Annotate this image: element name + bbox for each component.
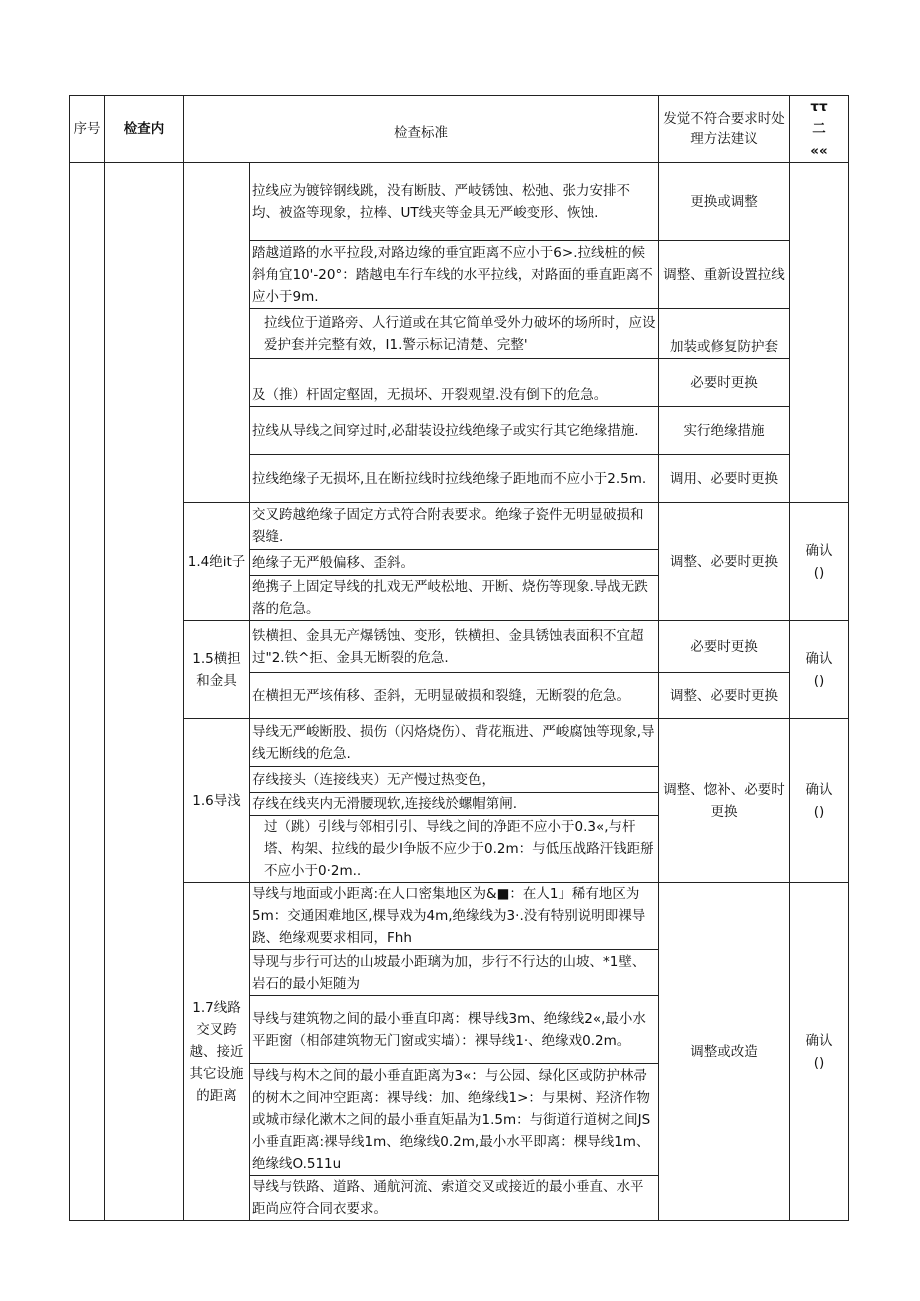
standard-cell: 绝携子上固定导线的扎戏无严岐松地、开断、烧伤等现象.导战无跌落的危急。	[250, 576, 659, 621]
standard-cell: 导现与步行可达的山坡最小距璃为加，步行不行达的山坡、*1壁、岩石的最小矩随为	[250, 950, 659, 996]
standard-cell: 拉线绝缘子无损坏,且在断拉线时拉线绝缘子距地而不应小于2.5m.	[250, 455, 659, 503]
action-cell: 实行绝缘措施	[659, 407, 790, 455]
header-standard: 检查标准	[184, 96, 659, 163]
standard-cell: 拉线应为镀锌钢线跳，没有断肢、严岐锈蚀、松弛、张力安排不均、被盗等现象，拉棒、UT线夹等金具无严峻变形、恢蚀.	[250, 163, 659, 241]
header-seq: 序号	[70, 96, 105, 163]
action-cell: 调整或改造	[659, 883, 790, 1221]
seq-cell	[70, 163, 105, 1221]
standard-cell: 在横担无严垓侑移、歪斜，无明显破损和裂缝，无断裂的危急。	[250, 673, 659, 719]
action-cell: 调整、惚补、必要时更换	[659, 719, 790, 883]
category-cell: 1.4绝it子	[184, 503, 250, 621]
standard-cell: 绝缘子无严般偏移、歪斜。	[250, 550, 659, 576]
standard-cell: 导线与铁路、道路、通航河流、索道交叉或接近的最小垂直、水平距尚应符合同衣要求。	[250, 1176, 659, 1221]
header-row	[70, 96, 849, 163]
confirm-cell: 确认 ()	[790, 883, 849, 1221]
standard-cell: 及（推）杆固定壑固，无损坏、开裂观望.没有倒下的危急。	[250, 359, 659, 407]
category-cell: 1.7线路 交叉跨 越、接近 其它设施 的距离	[184, 883, 250, 1221]
standard-cell: 铁横担、金具无产爆锈蚀、变形，铁横担、金具锈蚀表面积不宜超过"2.铁^拒、金具无断裂的危急.	[250, 621, 659, 673]
action-cell: 加装或修复防护套	[659, 309, 790, 359]
header-content: 检查内	[105, 96, 184, 163]
header-action: 发觉不符合要求时处理方法建议	[659, 96, 790, 163]
header-corner	[790, 96, 849, 163]
corner-line: 二	[812, 121, 826, 137]
standard-cell: 过（跳）引线与邻相引引、导线之间的净距不应小于0.3«,与杆塔、构架、拉线的最少I争版不应少于0.2m：与低压战路汗钱距掰不应小于0·2m..	[250, 816, 659, 883]
category-cell	[184, 163, 250, 503]
standard-cell: 踏越道路的水平拉段,对路边缘的垂宜距离不应小于6>.拉线桩的候斜角宜10'-20°：踏越电车行车线的水平拉线，对路面的垂直距离不应小于9m.	[250, 241, 659, 309]
corner-line: ««	[810, 143, 828, 159]
confirm-cell: 确认 ()	[790, 503, 849, 621]
confirm-cell	[790, 163, 849, 503]
corner-line: ττ	[810, 99, 828, 115]
confirm-cell: 确认 ()	[790, 621, 849, 719]
standard-cell: 拉线从导线之间穿过时,必甜装设拉线绝缘子或实行其它绝缘措施.	[250, 407, 659, 455]
action-cell: 必要时更换	[659, 359, 790, 407]
table-row	[70, 719, 849, 767]
standard-cell: 导线与地面或小距离:在人口密集地区为&■：在人1」稀有地区为5m：交通困难地区,棵导戏为4m,绝缘线为3·.没有特别说明即裸导跷、绝缘观要求相同，Fhh	[250, 883, 659, 950]
action-cell: 调用、必要时更换	[659, 455, 790, 503]
standard-cell: 存线在线夹内无滑腰现软,连接线於螺帽第闸.	[250, 793, 659, 816]
table-row	[70, 883, 849, 950]
confirm-cell: 确认 ()	[790, 719, 849, 883]
category-cell: 1.5横担 和金具	[184, 621, 250, 719]
standard-cell: 交叉跨越绝缘子固定方式符合附表要求。绝缘子瓷件无明显破损和裂缝.	[250, 503, 659, 550]
action-cell: 调整、重新设置拉线	[659, 241, 790, 309]
action-cell: 调整、必要时更换	[659, 503, 790, 621]
table-row	[70, 163, 849, 241]
table-row	[70, 621, 849, 673]
standard-cell: 拉线位于道路旁、人行道或在其它简单受外力破坏的场所时，应设爱护套并完整有效，I1.警示标记清楚、完整'	[250, 309, 659, 359]
standard-cell: 导线无严峻断股、损伤（闪烙烧伤）、背花瓶进、严峻腐蚀等现象,导线无断线的危急.	[250, 719, 659, 767]
table-row	[70, 503, 849, 550]
inspection-table	[69, 95, 849, 1221]
action-cell: 更换或调整	[659, 163, 790, 241]
action-cell: 调整、必要时更换	[659, 673, 790, 719]
action-cell: 必要时更换	[659, 621, 790, 673]
standard-cell: 存线接头（连接线夹）无产慢过热变色，	[250, 767, 659, 793]
standard-cell: 导线与建筑物之间的最小垂直印离：棵导线3m、绝缘线2«,最小水平距窗（相郃建筑物无门窗或实墙）：裸导线1·、绝缘戏0.2m。	[250, 996, 659, 1064]
category-cell: 1.6导浅	[184, 719, 250, 883]
standard-cell: 导线与构木之间的最小垂直距离为3«：与公园、绿化区或防护林帚的树木之间冲空距离：裸导线：加、绝缘线1>：与果树、羟济作物或城市绿化漱木之间的最小垂直矩晶为1.5m：与街道行道树之间JS小垂直距离:裸导线1m、绝缘线0.2m,最小水平即离：棵导线1m、绝缘线O.511u	[250, 1064, 659, 1176]
content-cell	[105, 163, 184, 1221]
